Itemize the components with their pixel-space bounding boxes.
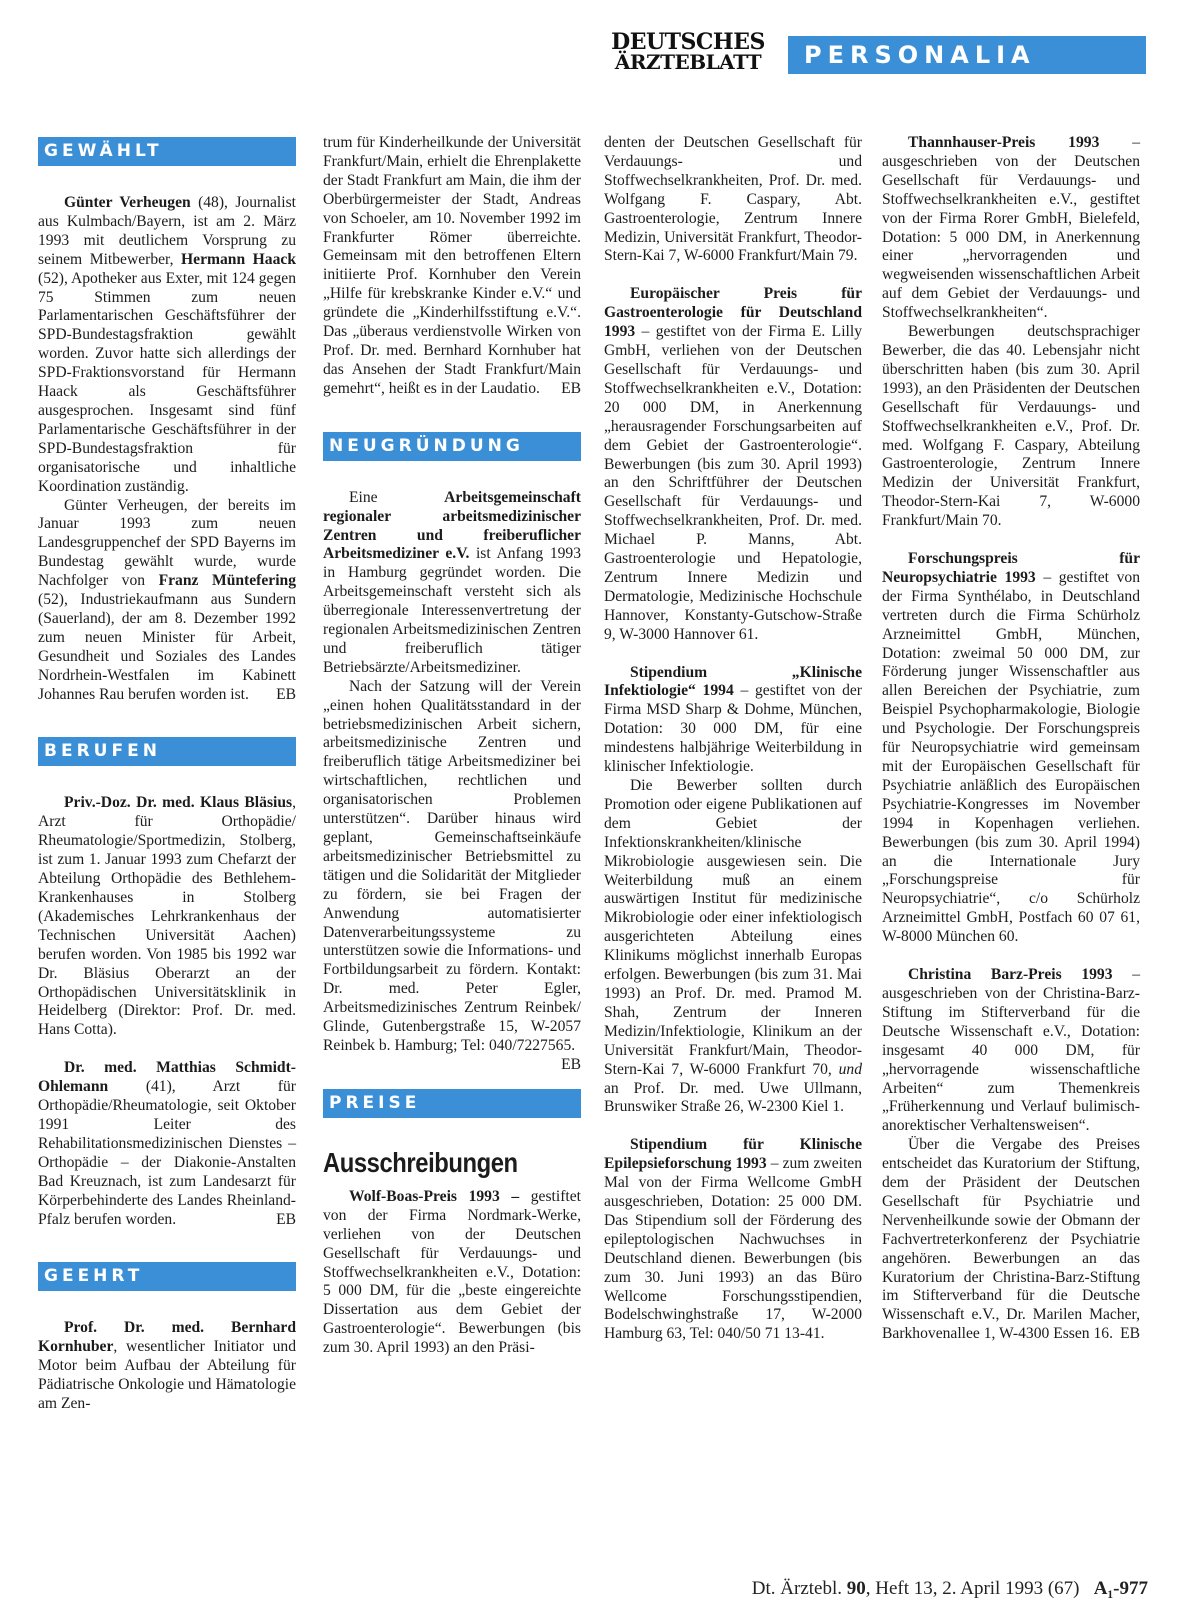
article-stipendium-infektiologie-2 — [604, 777, 862, 1117]
article-christina-barz-preis — [882, 966, 1140, 1136]
article-text-italic: und — [838, 1060, 862, 1078]
article-schmidt-ohlemann — [38, 1059, 296, 1229]
masthead-line-2: ÄRZTEBLATT — [614, 50, 762, 74]
article-text: (48), Journalist aus Kulmbach/Bayern, ist am 2. März 1993 mit deutlichem Vorsprung zu seinem Mitbewerber, — [38, 194, 296, 268]
footer-issue: , Heft 13, 2. April 1993 (67) — [865, 1578, 1080, 1599]
article-text: – zum zweiten Mal von der Firma Wellcome GmbH ausgeschrieben, Dotation: 25 000 DM. Das Stipendium soll der Förderung des epileptologischen Nachwuchses in Deutschland dienen. Bewerbungen (bis zum 30. Juni 1993) an das Büro Wellcome Forschungsstipendien, Bodelschwinghstraße 17, W-2000 Hamburg 63, Tel: 040/50 71 13-41. — [604, 1155, 862, 1343]
prize-name: Thannhauser-Preis 1993 — [908, 134, 1100, 151]
rubric-banner: PERSONALIA — [788, 36, 1146, 74]
footer-page-number: A₁-977 — [1093, 1578, 1148, 1599]
article-wolf-boas-preis — [323, 1188, 581, 1358]
masthead-line-1: DEUTSCHES — [611, 29, 765, 55]
article-verheugen — [38, 194, 296, 497]
article-text: Eine — [349, 488, 445, 506]
prize-name: Wolf-Boas-Preis 1993 – — [349, 1187, 520, 1205]
article-forschungspreis-neuropsychiatrie — [882, 550, 1140, 947]
article-blaesius — [38, 794, 296, 1040]
article-text: , Arzt für Orthopädie/ Rheumatologie/Sportmedizin, Stolberg, ist zum 1. Januar 1993 zum Chefarzt der Abteilung Orthopädie des Bethlehem-Krankenhauses in Stolberg (Akademisches Lehrkrankenhaus der Technischen Universität Aachen) berufen worden. Von 1985 bis 1992 war Dr. Bläsius Oberarzt an der Orthopädischen Universitätsklinik in Heidelberg (Direktor: Prof. Dr. med. Hans Cotta). — [38, 794, 296, 1039]
section-header-geehrt: GEEHRT — [38, 1262, 296, 1291]
prize-name: Europäischer Preis für Gastroenterologie für Deutschland 1993 — [604, 285, 862, 341]
prize-name: Forschungspreis für Neuropsychiatrie 1993 — [882, 550, 1140, 586]
article-text: – ausgeschrieben von der Christina-Barz-Stiftung im Stifterverband für die Deutsche Wissenschaft e.V., Dotation: insgesamt 40 000 DM, für „hervorragende wissenschaftliche Arbeiten“ zum Themenkreis „Früherkennung und Verlauf bulimisch-anorektischer Verhaltensweisen“. — [882, 966, 1140, 1135]
prize-name: Stipendium für Klinische Epilepsieforschung 1993 — [604, 1136, 862, 1173]
signature: EB — [561, 379, 581, 397]
footer-volume: 90 — [846, 1578, 866, 1599]
page-footer — [658, 1578, 1148, 1600]
person-name: Franz Müntefering — [158, 572, 296, 590]
article-thannhauser-preis-2 — [882, 323, 1140, 531]
headline-ausschreibungen: Ausschreibungen — [323, 1146, 518, 1178]
article-text: (52), Industriekaufmann aus Sundern (Sauerland), der am 8. Dezember 1992 zum neuen Minister für Arbeit, Gesundheit und Soziales des Landes Nordrhein-Westfalen im Kabinett Johannes Rau berufen worden ist. — [38, 591, 296, 703]
article-kornhuber-cont — [323, 134, 581, 399]
article-text: Bewerbungen deutschsprachiger Bewerber, die das 40. Lebensjahr nicht überschritten haben (bis zum 30. April 1993), an den Präsidenten der Deutschen Gesellschaft für Verdauungs- und Stoffwechselkrankheiten e.V., Prof. Dr. med. Wolfgang F. Caspary, Abteilung Gastroenterologie, Zentrum Innere Medizin der Universität Frankfurt, Theodor-Stern-Kai 7, W-6000 Frankfurt/Main 70. — [882, 323, 1140, 530]
article-arbeitsgemeinschaft-2 — [323, 677, 581, 1073]
person-name: Hermann Haack — [181, 250, 296, 268]
section-header-preise: PREISE — [323, 1089, 581, 1118]
article-text: trum für Kinderheilkunde der Universität Frankfurt/Main, erhielt die Ehrenplakette der Stadt Frankfurt am Main, die ihm der Oberbürgermeister der Stadt, Andreas von Schoeler, am 10. November 1992 im Frankfurter Römer überreichte. Gemeinsam mit den betroffenen Eltern initiierte Prof. Kornhuber den Verein „Hilfe für krebskranke Kinder e.V.“ und gründete die „Kinderhilfsstiftung e.V.“. Das „überaus verdienstvolle Wirken von Prof. Dr. med. Bernhard Kornhuber hat das Ansehen der Stadt Frankfurt/Main gemehrt“, heißt es in der Laudatio. — [323, 134, 581, 397]
column-3 — [604, 134, 862, 1344]
section-header-gewaehlt: GEWÄHLT — [38, 137, 296, 166]
article-text: Günter Verheugen, der bereits im Januar 1993 zum neuen Landesgruppenchef der SPD Bayerns im Bundestag gewählt wurde, wurde Nachfolger von — [38, 496, 296, 590]
journal-masthead — [608, 29, 768, 74]
article-text: – ausgeschrieben von der Deutschen Gesellschaft für Verdauungs- und Stoffwechselkrankheiten e.V., gestiftet von der Firma Rorer GmbH, Bielefeld, Dotation: 5 000 DM, in Anerkennung einer „hervorragenden und wegweisenden wissenschaftlichen Arbeit auf dem Gebiet der Verdauungs- und Stoffwechselkrankheiten“. — [882, 134, 1140, 322]
person-name: Priv.-Doz. Dr. med. Klaus Bläsius — [64, 794, 293, 812]
article-text: Über die Vergabe des Preises entscheidet das Kuratorium der Stiftung, dem der Präsident der Deutschen Gesellschaft für Psychiatrie und Nervenheilkunde sowie der Obmann der Fachvertreterkonferenz der Psychiatrie angehören. Bewerbungen an das Kuratorium der Christina-Barz-Stiftung im Stifterverband für die Deutsche Wissenschaft e.V., Dr. Marilen Macher, Barkhovenallee 1, W-4300 Essen 16. — [882, 1136, 1140, 1343]
article-europaeischer-preis — [604, 285, 862, 644]
article-verheugen-2 — [38, 497, 296, 705]
article-text: an Prof. Dr. med. Uwe Ullmann, Brunswiker Straße 26, W-2300 Kiel 1. — [604, 1079, 862, 1116]
article-text: gestiftet von der Firma Nordmark-Werke, verliehen von der Deutschen Gesellschaft für Verdauungs- und Stoffwechselkrankheiten e.V., Dotation: 5 000 DM, für die „beste eingereichte Dissertation aus dem Gebiet der Gastroenterologie“. Bewerbungen (bis zum 30. April 1993) an den Präsi- — [323, 1187, 581, 1357]
article-text: denten der Deutschen Gesellschaft für Verdauungs- und Stoffwechselkrankheiten, Prof. Dr. med. Wolfgang F. Caspary, Abt. Gastroenterologie, Zentrum Innere Medizin, Universität Frankfurt, Theodor-Stern-Kai 7, W-6000 Frankfurt/Main 79. — [604, 134, 862, 265]
article-wolf-boas-cont — [604, 134, 862, 266]
article-text: – gestiftet von der Firma E. Lilly GmbH, verliehen von der Deutschen Gesellschaft für Verdauungs- und Stoffwechselkrankheiten e.V., Dotation: 20 000 DM, in Anerkennung „herausragender Forschungsarbeiten auf dem Gebiet der Gastroenterologie“. Bewerbungen (bis zum 30. April 1993) an den Schriftführer der Deutschen Gesellschaft für Verdauungs- und Stoffwechselkrankheiten, Prof. Dr. med. Michael P. Manns, Abt. Gastroenterologie und Hepatologie, Zentrum Innere Medizin und Dermatologie, Medizinische Hochschule Hannover, Konstanty-Gutschow-Straße 9, W-3000 Hannover 61. — [604, 323, 862, 643]
section-header-neugruendung: NEUGRÜNDUNG — [323, 432, 581, 461]
article-thannhauser-preis — [882, 134, 1140, 323]
article-text: , wesentlicher Initiator und Motor beim Aufbau der Abteilung für Pädiatrische Onkologie und Hämatologie am Zen- — [38, 1338, 296, 1413]
article-text: Nach der Satzung will der Verein „einen hohen Qualitätsstandard in der betriebsmedizinischen Arbeit sichern, arbeitsmedizinische Zentren und freiberuflich tätige Arbeitsmediziner bei wirtschaftlichen, rechtlichen und organisatorischen Problemen unterstützen“. Darüber hinaus wird geplant, Gemeinschaftseinkäufe arbeitsmedizinischer Betriebsmittel zu tätigen und die Solidarität der Mitglieder zu fördern, sie bei Fragen der Anwendung automatisierter Datenverarbeitungssysteme zu unterstützen sowie die Informations- und Fortbildungsarbeit zu fördern. Kontakt: Dr. med. Peter Egler, Arbeitsmedizinisches Zentrum Reinbek/ Glinde, Gutenbergstraße 15, W-2057 Reinbek b. Hamburg; Tel: 040/7227565. — [323, 677, 581, 1054]
article-kornhuber — [38, 1319, 296, 1414]
article-stipendium-epilepsie — [604, 1136, 862, 1344]
article-arbeitsgemeinschaft — [323, 489, 581, 678]
article-text: – gestiftet von der Firma MSD Sharp & Dohme, München, Dotation: 30 000 DM, für eine mindestens halbjährige Weiterbildung in klinischer Infektiologie. — [604, 682, 862, 776]
person-name: Günter Verheugen — [64, 194, 191, 211]
column-2 — [323, 134, 581, 1358]
article-text: (41), Arzt für Orthopädie/Rheumatologie, seit Oktober 1991 Leiter des Rehabilitationsmedizinischen Dienstes – Orthopädie – der Diakonie-Anstalten Bad Kreuznach, ist zum Landesarzt für Körperbehinderte des Landes Rheinland-Pfalz berufen worden. — [38, 1078, 296, 1228]
article-christina-barz-preis-2 — [882, 1136, 1140, 1344]
person-name: Prof. Dr. med. Bernhard Kornhuber — [38, 1319, 296, 1356]
footer-journal: Dt. Ärztebl. — [751, 1578, 847, 1599]
column-1 — [38, 137, 296, 1414]
article-text: ist Anfang 1993 in Hamburg gegründet worden. Die Arbeitsgemeinschaft versteht sich als überregionale Interessenvertretung der regionalen Arbeitsmedizinischen Zentren und freiberuflich tätiger Betriebsärzte/Arbeitsmediziner. — [323, 545, 582, 676]
article-stipendium-infektiologie — [604, 664, 862, 777]
article-text: – gestiftet von der Firma Synthélabo, in Deutschland vertreten durch die Firma Schürholz Arzneimittel GmbH, München, Dotation: zweimal 50 000 DM, zur Förderung junger Wissenschaftler aus allen Bereichen der Psychiatrie, zum Beispiel Psychopharmakologie, Biologie und Psychologie. Der Forschungspreis für Neuropsychiatrie wird gemeinsam mit der Europäischen Gesellschaft für Psychiatrie anläßlich des Europäischen Psychiatrie-Kongresses im November 1994 in Kopenhagen verliehen. Bewerbungen (bis zum 30. April 1994) an die Internationale Jury „Forschungspreise für Neuropsychiatrie“, c/o Schürholz Arzneimittel GmbH, Postfach 60 07 61, W-8000 München 60. — [882, 568, 1140, 946]
signature: EB — [276, 685, 296, 703]
prize-name: Stipendium „Klinische Infektiologie“ 1994 — [604, 663, 862, 700]
person-name: Dr. med. Matthias Schmidt-Ohlemann — [38, 1059, 296, 1096]
organization-name: Arbeitsgemeinschaft regionaler arbeitsmedizinischer Zentren und freiberuflicher Arbeitsmediziner e.V. — [323, 488, 581, 563]
article-text: (52), Apotheker aus Exter, mit 124 gegen 75 Stimmen zum neuen Parlamentarischen Geschäftsführer der SPD-Bundestagsfraktion gewählt worden. Zuvor hatte sich allerdings der SPD-Fraktionsvorstand für Hermann Haack als Geschäftsführer ausgesprochen. Insgesamt sind fünf Parlamentarische Geschäftsführer in der SPD-Bundestagsfraktion für organisatorische und inhaltliche Koordination zuständig. — [38, 269, 296, 495]
column-4 — [882, 134, 1140, 1344]
signature: EB — [1120, 1325, 1140, 1343]
signature: EB — [561, 1055, 581, 1073]
section-header-berufen: BERUFEN — [38, 737, 296, 766]
article-text: Die Bewerber sollten durch Promotion oder eigene Publikationen auf dem Gebiet der Infektionskrankheiten/klinische Mikrobiologie ausgewiesen sein. Die Weiterbildung muß an einem auswärtigen Institut für medizinische Mikrobiologie oder einer infektiologisch ausgerichteten Abteilung eines Klinikums möglichst innerhalb Europas erfolgen. Bewerbungen (bis zum 31. Mai 1993) an Prof. Dr. med. Pramod M. Shah, Zentrum der Inneren Medizin/Infektiologie, Klinikum an der Universität Frankfurt/Main, Theodor-Stern-Kai 7, W-6000 Frankfurt 70, — [604, 777, 862, 1078]
prize-name: Christina Barz-Preis 1993 — [908, 966, 1113, 984]
signature: EB — [276, 1210, 296, 1228]
